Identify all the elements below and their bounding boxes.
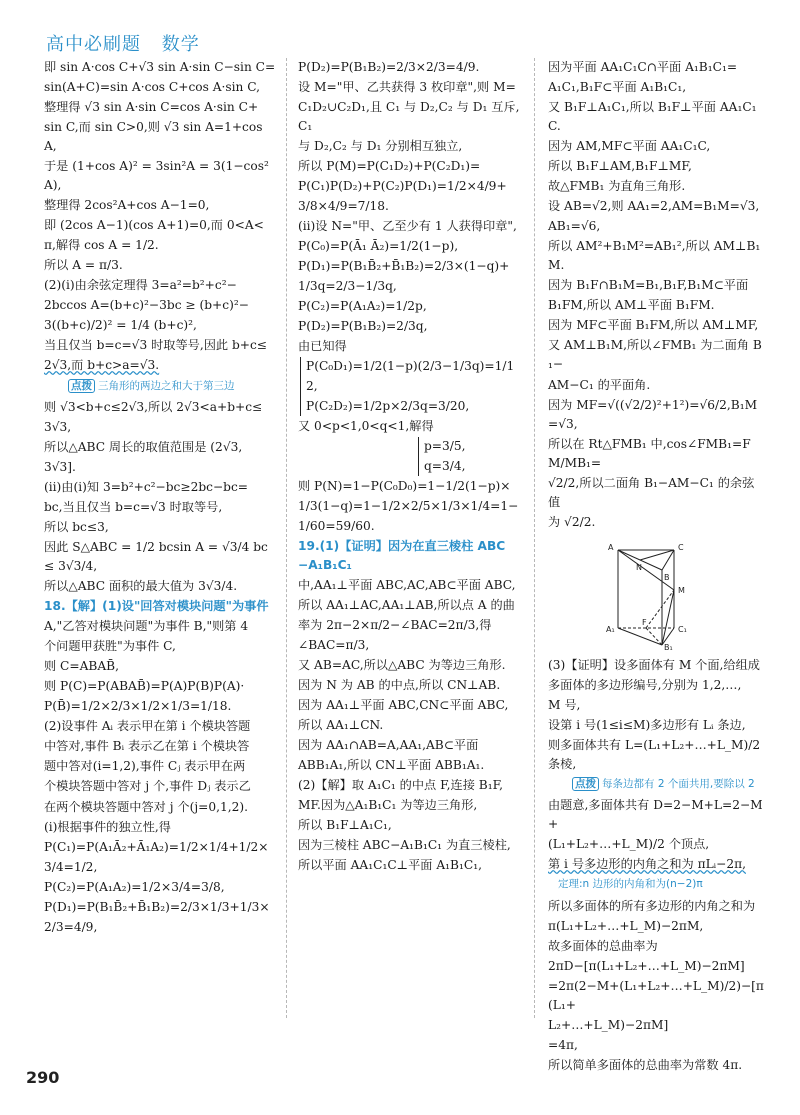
text-line: 则 C=ABAB̄, [44, 659, 119, 674]
tip-text: 每条边都有 2 个面共用,要除以 2 [602, 777, 755, 790]
text-line: 中答对,事件 Bᵢ 表示乙在第 i 个模块答 [44, 739, 250, 754]
text-line: 因为 B₁F∩B₁M=B₁,B₁F,B₁M⊂平面 [548, 278, 749, 293]
text-line: (L₁+L₂+…+L_M)/2 个顶点, [548, 837, 710, 852]
text-line: M 号, [548, 697, 581, 712]
text-line: 因为 N 为 AB 的中点,所以 CN⊥AB. [298, 677, 501, 692]
text-line: 2bccos A=(b+c)²−3bc ≥ (b+c)²− [44, 298, 249, 313]
text-line: q=3/4, [424, 458, 466, 473]
text-line: 2πD−[π(L₁+L₂+…+L_M)−2πM] [548, 958, 745, 973]
text-line: AB₁=√6, [548, 219, 601, 234]
text-line: 3√3]. [44, 459, 76, 474]
text-line: 于是 (1+cos A)² = 3sin²A = 3(1−cos²A), [44, 159, 269, 193]
text-line: 又 AM⊥B₁M,所以∠FMB₁ 为二面角 B₁− [548, 338, 762, 372]
label-M: M [678, 585, 685, 595]
text-line: √2/2,所以二面角 B₁−AM−C₁ 的余弦值 [548, 475, 755, 509]
text-line: sin(A+C)=sin A·cos C+cos A·sin C, [44, 80, 261, 95]
text-line: 1/60=59/60. [298, 518, 375, 533]
text-line: 即 sin A·cos C+√3 sin A·sin C−sin C= [44, 60, 276, 74]
label-C: C [678, 542, 684, 552]
text-line: 所以 bc≤3, [44, 520, 109, 535]
text-line: 个问题甲获胜"为事件 C, [44, 639, 176, 654]
text-line: 由已知得 [298, 339, 347, 354]
page-number: 290 [26, 1068, 60, 1087]
text-line: P(D₁)=P(B₁B̄₂+B̄₁B₂)=2/3×1/3+1/3× [44, 899, 270, 914]
text-line: (ii)由(i)知 3=b²+c²−bc≥2bc−bc= [44, 480, 249, 494]
column-divider [286, 58, 287, 1018]
text-line: 又 B₁F⊥A₁C₁,所以 B₁F⊥平面 AA₁C₁C. [548, 100, 757, 134]
text-line: 题中答对(i=1,2),事件 Cⱼ 表示甲在两 [44, 759, 246, 774]
text-line: 3/4=1/2, [44, 859, 98, 874]
text-line: 所以 AA₁⊥CN. [298, 718, 384, 733]
text-line: AM−C₁ 的平面角. [548, 377, 651, 392]
subject-title: 数学 [161, 34, 200, 55]
text-line: 设 AB=√2,则 AA₁=2,AM=B₁M=√3, [548, 199, 760, 214]
tip-note [572, 776, 766, 792]
text-line: 又 AB=AC,所以△ABC 为等边三角形. [298, 657, 506, 672]
text-line: 1/3q=2/3−1/3q, [298, 279, 397, 294]
text-line: 3/8×4/9=7/18. [298, 199, 389, 214]
text-line: 与 D₂,C₂ 与 D₁ 分别相互独立, [298, 139, 463, 154]
column-3 [548, 58, 766, 1076]
text-line: 则多面体共有 L=(L₁+L₂+…+L_M)/2 条棱, [548, 737, 761, 771]
text-line: 1/3(1−q)=1−1/2×2/5×1/3×1/4=1− [298, 498, 519, 513]
text-line: 则 P(C)=P(ABAB̄)=P(A)P(B)P(A)· [44, 679, 245, 694]
text-line: 整理得 2cos²A+cos A−1=0, [44, 198, 210, 213]
column-divider [534, 58, 535, 1018]
text-line: P(C₂)=P(A₁A₂)=1/2p, [298, 299, 427, 314]
question-19-heading: 19.(1)【证明】因为在直三棱柱 ABC−A₁B₁C₁ [298, 538, 506, 572]
text-line: 则 √3<b+c≤2√3,所以 2√3<a+b+c≤ [44, 399, 263, 414]
text-line: 多面体的多边形编号,分别为 1,2,…, [548, 677, 742, 692]
text-line: ABB₁A₁,所以 CN⊥平面 ABB₁A₁. [298, 758, 485, 773]
text-line: 整理得 √3 sin A·sin C=cos A·sin C+ [44, 100, 259, 115]
text-line: 在两个模块答题中答对 j 个(j=0,1,2). [44, 799, 248, 814]
text-line: (ii)设 N="甲、乙至少有 1 人获得印章", [298, 219, 517, 234]
text-line: 率为 2π−2×π/2−∠BAC=2π/3,得 [298, 617, 492, 632]
text-line: P(C₀)=P(Ā₁ Ā₂)=1/2(1−p), [298, 239, 459, 254]
text-line: 因此 S△ABC = 1/2 bcsin A = √3/4 bc ≤ 3√3/4, [44, 540, 268, 574]
text-line: P(D₂)=P(B₁B₂)=2/3q, [298, 319, 428, 334]
text-line: L₂+…+L_M)−2πM] [548, 1018, 669, 1032]
text-line: 第 i 号多边形的内角之和为 πLᵢ−2π, [548, 857, 746, 872]
text-line: A₁C₁,B₁F⊂平面 A₁B₁C₁, [548, 80, 687, 95]
column-1 [44, 58, 276, 938]
text-line: 所以平面 AA₁C₁C⊥平面 A₁B₁C₁, [298, 858, 482, 873]
text-line: 为 √2/2. [548, 514, 596, 529]
text-line: 2√3,而 b+c>a=√3. [44, 358, 160, 373]
text-line: 因为 MF=√((√2/2)²+1²)=√6/2,B₁M=√3, [548, 397, 758, 431]
text-line: 中,AA₁⊥平面 ABC,AC,AB⊂平面 ABC, [298, 577, 516, 592]
text-line: ∠BAC=π/3, [298, 637, 370, 652]
text-line: 所以简单多面体的总曲率为常数 4π. [548, 1058, 743, 1073]
text-line: (i)根据事件的独立性,得 [44, 819, 171, 834]
text-line: 当且仅当 b=c=√3 时取等号,因此 b+c≤ [44, 338, 267, 353]
text-line: P(D₁)=P(B₁B̄₂+B̄₁B₂)=2/3×(1−q)+ [298, 259, 510, 274]
text-line: 即 (2cos A−1)(cos A+1)=0,而 0<A< [44, 218, 264, 233]
text-line: =4π, [548, 1038, 578, 1053]
label-B1: B₁ [664, 642, 673, 650]
tip-text: 三角形的两边之和大于第三边 [98, 379, 235, 392]
segment-AM [618, 550, 674, 590]
text-line: 所以 B₁F⊥AM,B₁F⊥MF, [548, 159, 692, 174]
text-line: P(C₁)P(D₂)+P(C₂)P(D₁)=1/2×4/9+ [298, 179, 507, 194]
text-line: p=3/5, [424, 438, 466, 453]
label-N: N [636, 562, 642, 572]
edge-A1B1 [618, 628, 662, 645]
text-line: 所以△ABC 周长的取值范围是 (2√3, [44, 439, 243, 454]
text-line: 所以△ABC 面积的最大值为 3√3/4. [44, 579, 238, 594]
text-line: P(D₂)=P(B₁B₂)=2/3×2/3=4/9. [298, 60, 480, 74]
text-line: π,解得 cos A = 1/2. [44, 238, 159, 253]
text-line: P(C₀D₁)=1/2(1−p)(2/3−1/3q)=1/12, [306, 359, 515, 393]
text-line: 由题意,多面体共有 D=2−M+L=2−M+ [548, 798, 763, 832]
text-line: 因为 MF⊂平面 B₁FM,所以 AM⊥MF, [548, 318, 759, 333]
label-C1: C₁ [678, 624, 687, 634]
label-F: F [642, 617, 647, 627]
text-line: 设第 i 号(1≤i≤M)多边形有 Lᵢ 条边, [548, 717, 746, 732]
text-line: 3√3, [44, 419, 72, 434]
text-line: sin C,而 sin C>0,则 √3 sin A=1+cos A, [44, 120, 263, 154]
text-line: 个模块答题中答对 j 个,事件 Dⱼ 表示乙 [44, 779, 251, 794]
page-header [46, 30, 214, 56]
text-line: B₁FM,所以 AM⊥平面 B₁FM. [548, 298, 715, 313]
text-line: 因为三棱柱 ABC−A₁B₁C₁ 为直三棱柱, [298, 838, 511, 853]
question-18-heading: 18.【解】(1)设"回答对模块问题"为事件 [44, 599, 269, 614]
text-line: 所以 AA₁⊥AC,AA₁⊥AB,所以点 A 的曲 [298, 597, 515, 612]
theorem-note: 定理:n 边形的内角和为(n−2)π [558, 878, 703, 891]
text-line: 又 0<p<1,0<q<1,解得 [298, 418, 434, 433]
text-line: P(C₂)=P(A₁A₂)=1/2×3/4=3/8, [44, 879, 225, 894]
text-line: P(C₂D₂)=1/2p×2/3q=3/20, [306, 398, 470, 413]
text-line: C₁D₂∪C₂D₁,且 C₁ 与 D₂,C₂ 与 D₁ 互斥,C₁ [298, 100, 520, 134]
text-line: 因为 AA₁∩AB=A,AA₁,AB⊂平面 [298, 738, 479, 753]
prism-figure [602, 540, 712, 650]
tip-tag: 点拨 [572, 777, 599, 791]
text-line: π(L₁+L₂+…+L_M)−2πM, [548, 918, 704, 933]
label-B: B [664, 572, 670, 582]
segment-B1F [646, 628, 662, 645]
text-line: bc,当且仅当 b=c=√3 时取等号, [44, 500, 223, 515]
text-line: (2)【解】取 A₁C₁ 的中点 F,连接 B₁F, [298, 778, 504, 793]
text-line: 所以多面体的所有多边形的内角之和为 [548, 898, 756, 913]
text-line: MF.因为△A₁B₁C₁ 为等边三角形, [298, 798, 478, 813]
text-line: 则 P(N)=1−P(C₀D₀)=1−1/2(1−p)× [298, 478, 511, 493]
text-line: A,"乙答对模块问题"为事件 B,"则第 4 [44, 619, 249, 634]
text-line: 因为 AA₁⊥平面 ABC,CN⊂平面 ABC, [298, 698, 509, 712]
tip-note [68, 378, 276, 394]
label-A1: A₁ [606, 624, 615, 634]
column-2 [298, 58, 520, 876]
book-title: 高中必刷题 [46, 34, 141, 55]
text-line: 故多面体的总曲率为 [548, 938, 658, 953]
text-line: 2/3=4/9, [44, 919, 98, 934]
text-line: P(B̄)=1/2×2/3×1/2×1/3=1/18. [44, 699, 232, 714]
solution-system [418, 437, 520, 476]
text-line: (2)(i)由余弦定理得 3=a²=b²+c²− [44, 278, 237, 293]
text-line: 因为平面 AA₁C₁C∩平面 A₁B₁C₁= [548, 60, 738, 74]
text-line: 所以 P(M)=P(C₁D₂)+P(C₂D₁)= [298, 159, 481, 174]
text-line: 所以 AM²+B₁M²=AB₁²,所以 AM⊥B₁M. [548, 239, 761, 273]
text-line: 设 M="甲、乙共获得 3 枚印章",则 M= [298, 80, 516, 95]
text-line: 因为 AM,MF⊂平面 AA₁C₁C, [548, 139, 711, 154]
text-line: (2)设事件 Aᵢ 表示甲在第 i 个模块答题 [44, 719, 251, 734]
text-line: 所以 B₁F⊥A₁C₁, [298, 818, 392, 833]
text-line: 故△FMB₁ 为直角三角形. [548, 179, 686, 194]
text-line: P(C₁)=P(A₁Ā₂+Ā₁A₂)=1/2×1/4+1/2× [44, 839, 269, 854]
equation-system [300, 357, 520, 415]
label-A: A [608, 542, 614, 552]
text-line: 所以 A = π/3. [44, 258, 123, 273]
text-line: (3)【证明】设多面体有 M 个面,给组成 [548, 657, 760, 672]
text-line: 所以在 Rt△FMB₁ 中,cos∠FMB₁=FM/MB₁= [548, 436, 751, 470]
text-line: =2π(2−M+(L₁+L₂+…+L_M)/2)−[π(L₁+ [548, 978, 764, 1012]
tip-tag: 点拨 [68, 379, 95, 393]
text-line: 3((b+c)/2)² = 1/4 (b+c)², [44, 318, 197, 333]
